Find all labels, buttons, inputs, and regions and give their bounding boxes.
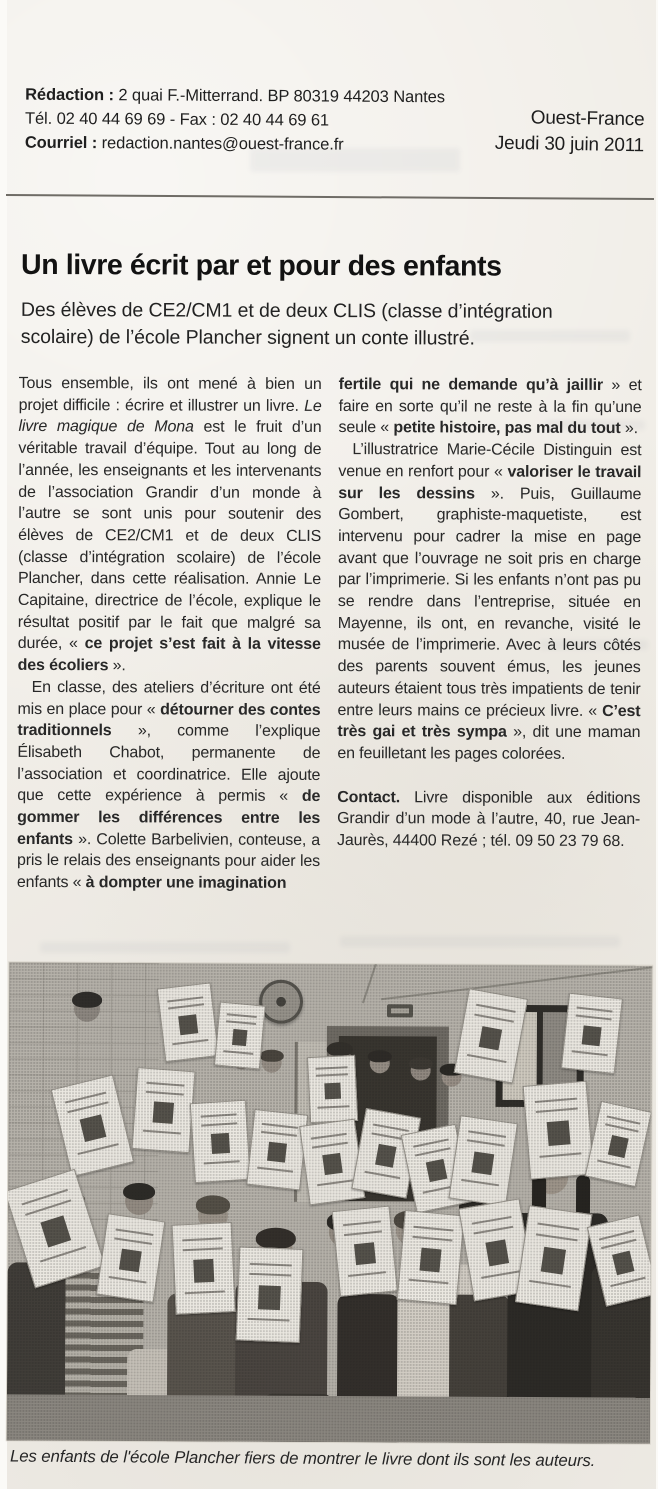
body-column-right (337, 374, 642, 896)
hair (368, 1050, 391, 1063)
redaction-label: Rédaction : (25, 85, 114, 105)
book-cover-page (157, 982, 219, 1062)
child-head (370, 1053, 390, 1073)
book-cover-page (172, 1222, 236, 1315)
body-paragraph: Contact. Livre disponible aux éditions Grandir d’un mode à l’autre, 40, rue Jean-Jaurès, 44400 Rezé ; tél. 09 50 23 79 68. (337, 788, 641, 851)
masthead-block (494, 105, 644, 160)
classroom-floor (7, 1394, 650, 1443)
article-body (17, 373, 643, 896)
hair (327, 1042, 353, 1056)
book-cover-page (307, 1055, 358, 1123)
child-head (411, 1060, 431, 1080)
edition-date: Jeudi 30 juin 2011 (494, 132, 644, 157)
wall-fan-icon (259, 980, 303, 1024)
redaction-block (25, 83, 455, 158)
child-head (125, 1187, 153, 1215)
book-cover-page (214, 1002, 266, 1070)
article-photo (7, 962, 652, 1443)
book-cover-page (523, 1081, 594, 1180)
book-cover-page (190, 1100, 251, 1183)
showthrough-text-ghost (40, 942, 290, 953)
body-paragraph: fertile qui ne demande qu’à jaillir » et faire en sorte qu’il ne reste à la fin qu’une seule « petite histoire, pas mal du tout ». (338, 376, 642, 438)
hair (196, 1196, 231, 1215)
book-cover-page (561, 993, 623, 1074)
body-paragraph: En classe, des ateliers d’écriture ont été mis en place pour « détourner des contes traditionnels », comme l’explique Élisabeth Chabot, permanente de l’association et coordinatrice. Elle ajoute que cette expérience à permis « de gommer les différences entre les enfants ». Colette Barbelivien, conteuse, a pris le relais des enseignants pour aider les enfants « à dompter une imagination (16, 678, 321, 893)
article-title: Un livre écrit par et pour des enfants (21, 248, 502, 283)
book-cover-page (397, 1210, 465, 1305)
body-column-left (17, 373, 322, 895)
hair (256, 1227, 296, 1248)
child-head (262, 1053, 282, 1073)
redaction-address: 2 quai F.-Mitterrand. BP 80319 44203 Nantes (113, 86, 445, 107)
book-cover-page (246, 1109, 308, 1190)
book-cover-page (236, 1246, 304, 1342)
body-paragraph: Tous ensemble, ils ont mené à bien un projet difficile : écrire et illustrer un livre. Le livre magique de Mona est le fruit d’un véritable travail d’équipe. Tout au long de l’année, les enseignants et les intervenants de l’association Grandir d’un monde à l’autre se sont unis pour soutenir des élèves de CE2/CM1 et de deux CLIS (classe d’intégration scolaire) de l’école Plancher, dans cette réalisation. Annie Le Capitaine, directrice de l’école, explique le résultat positif par le fait que malgré sa durée, « ce projet s’est fait à la vitesse des écoliers ». (17, 374, 322, 675)
book-cover-page (332, 1206, 398, 1297)
courriel-address: redaction.nantes@ouest-france.fr (97, 134, 344, 154)
ceiling-line (381, 964, 652, 1000)
child-head (74, 996, 100, 1022)
courriel-line (25, 131, 455, 158)
redaction-line (25, 83, 455, 110)
ceiling-line (362, 962, 378, 1003)
body-paragraph: L’illustratrice Marie-Cécile Distinguin est venue en renfort pour « valoriser le travail sur les dessins ». Puis, Guillaume Gombert, graphiste-maquetiste, est intervenu pour cadrer la mise en page avant que l’ouvrage ne soit pris en charge par l’imprimerie. Si les enfants n’ont pas pu se rendre dans l’entreprise, située en Mayenne, ils ont, en revanche, visité le musée de l’imprimerie. Avec à leurs côtés des parents souvent émus, les jeunes auteurs étaient tous très impatients de tenir entre leurs mains ce précieux livre. « C’est très gai et très sympa », dit une maman en feuilletant les pages colorées. (337, 441, 642, 763)
hair (72, 991, 102, 1007)
book-cover-page (96, 1213, 165, 1303)
hair (123, 1182, 156, 1200)
masthead-title: Ouest-France (530, 107, 645, 131)
book-cover-page (585, 1101, 652, 1187)
showthrough-text-ghost (340, 936, 620, 947)
photo-caption: Les enfants de l'école Plancher fiers de montrer le livre dont ils sont les auteurs. (9, 1446, 596, 1471)
hair (409, 1057, 432, 1070)
book-cover-page (448, 1115, 518, 1206)
article-subtitle: Des élèves de CE2/CM1 et de deux CLIS (classe d’intégration scolaire) de l’école Plancher signent un conte illustré. (20, 298, 553, 350)
hair (260, 1049, 283, 1062)
book-cover-page (131, 1067, 195, 1153)
exit-sign (387, 1004, 413, 1017)
courriel-label: Courriel : (24, 133, 98, 153)
phone-fax-line: Tél. 02 40 44 69 69 - Fax : 02 40 44 69 61 (24, 109, 330, 130)
